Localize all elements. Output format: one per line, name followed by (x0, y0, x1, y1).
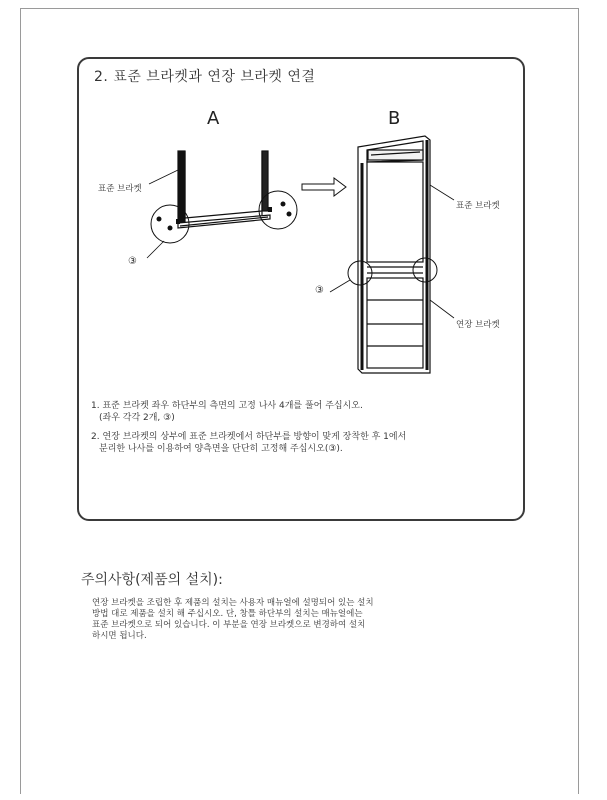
panel-title: 2. 표준 브라켓과 연장 브라켓 연결 (94, 69, 316, 85)
marker-a-leader (147, 241, 164, 258)
callout-extension-bracket-b: 연장 브라켓 (456, 320, 500, 330)
step-1 (91, 400, 511, 424)
figure-b-bracket (358, 136, 430, 373)
step-1-line-2: (좌우 각각 2개, ③) (99, 413, 175, 423)
arrow-right-icon (302, 178, 346, 196)
figure-a-detail-circles (151, 191, 297, 243)
screw-marker-b: ③ (315, 285, 324, 296)
figure-a-label: A (207, 108, 220, 129)
step-1-line-1: 1. 표준 브라켓 좌우 하단부의 측면의 고정 나사 4개를 풀어 주십시오. (91, 401, 363, 411)
notice-line: 방법 대로 제품을 설치 해 주십시오. 단, 창틀 하단부의 설치는 매뉴얼에는 (92, 609, 363, 619)
marker-b-leader (330, 280, 350, 292)
callout-b-standard-leader (430, 185, 454, 200)
callout-standard-bracket-b: 표준 브라켓 (456, 201, 500, 211)
callout-a-leader (149, 170, 178, 184)
figure-a-bracket (178, 151, 270, 228)
figure-b-label: B (388, 108, 401, 129)
screw-marker-a: ③ (128, 256, 137, 267)
step-2-line-2: 분리한 나사를 이용하여 양측면을 단단히 고정해 주십시오(③). (99, 444, 343, 454)
step-2-line-1: 2. 연장 브라켓의 상부에 표준 브라켓에서 하단부를 방향이 맞게 장착한 후 1에서 (91, 432, 407, 442)
notice-line: 하시면 됩니다. (92, 631, 147, 641)
notice-body (92, 598, 512, 642)
callout-b-extension-leader (430, 300, 454, 318)
notice-line: 연장 브라켓을 조립한 후 제품의 설치는 사용자 매뉴얼에 설명되어 있는 설치 (92, 598, 374, 608)
notice-title: 주의사항(제품의 설치): (81, 572, 223, 588)
step-2 (91, 431, 511, 455)
callout-standard-bracket-a: 표준 브라켓 (98, 184, 142, 194)
notice-line: 표준 브라켓으로 되어 있습니다. 이 부분을 연장 브라켓으로 변경하여 설치 (92, 620, 366, 630)
